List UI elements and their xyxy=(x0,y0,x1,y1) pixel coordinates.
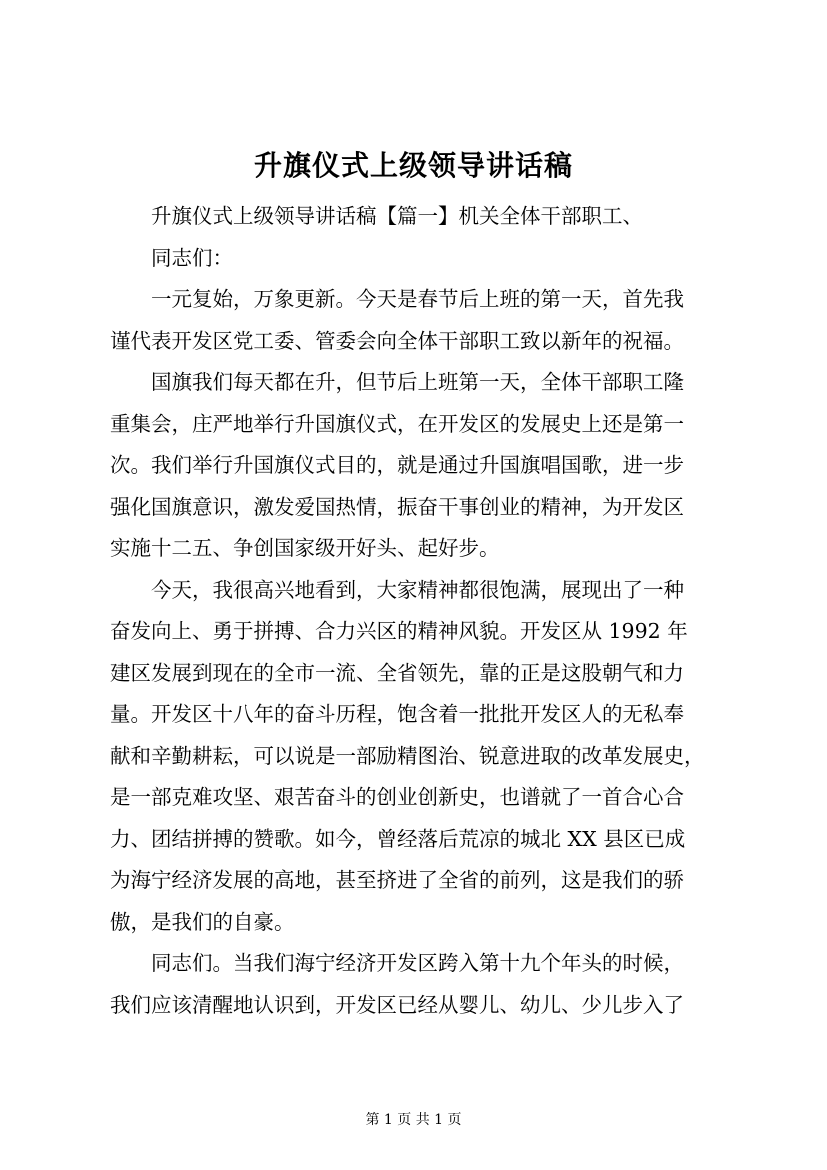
body-line: 量。开发区十八年的奋斗历程，饱含着一批批开发区人的无私奉 xyxy=(110,702,684,726)
body-line: 为海宁经济发展的高地，甚至挤进了全省的前列，这是我们的骄 xyxy=(110,868,684,892)
body-line: 我们应该清醒地认识到，开发区已经从婴儿、幼儿、少儿步入了 xyxy=(110,992,684,1017)
body-line: 强化国旗意识，激发爱国热情，振奋干事创业的精神，为开发区 xyxy=(110,494,684,519)
body-line: 实施十二五、争创国家级开好头、起好步。 xyxy=(110,536,500,560)
body-line: 次。我们举行升国旗仪式目的，就是通过升国旗唱国歌，进一步 xyxy=(110,453,684,477)
body-line: 力、团结拼搏的赞歌。如今，曾经落后荒凉的城北 XX 县区已成 xyxy=(110,826,686,851)
body-line: 建区发展到现在的全市一流、全省领先，靠的正是这股朝气和力 xyxy=(110,660,684,685)
body-line: 奋发向上、勇于拼搏、合力兴区的精神风貌。开发区从 1992 年 xyxy=(110,619,688,643)
body-line: 一元复始，万象更新。今天是春节后上班的第一天，首先我 xyxy=(151,287,684,311)
body-line: 同志们： xyxy=(151,245,233,270)
body-line: 傲，是我们的自豪。 xyxy=(110,909,295,934)
document-title: 升旗仪式上级领导讲话稿 xyxy=(253,149,573,182)
body-line: 献和辛勤耕耘，可以说是一部励精图治、锐意进取的改革发展史， xyxy=(110,743,705,768)
body-line: 今天，我很高兴地看到，大家精神都很饱满，展现出了一种 xyxy=(151,577,684,602)
body-line: 国旗我们每天都在升，但节后上班第一天，全体干部职工隆 xyxy=(151,370,684,394)
body-line: 同志们。当我们海宁经济开发区跨入第十九个年头的时候， xyxy=(151,951,684,975)
body-line: 重集会，庄严地举行升国旗仪式，在开发区的发展史上还是第一 xyxy=(110,411,684,436)
body-line: 是一部克难攻坚、艰苦奋斗的创业创新史，也谱就了一首合心合 xyxy=(110,785,684,809)
document-body xyxy=(110,196,735,1026)
body-line: 升旗仪式上级领导讲话稿【篇一】机关全体干部职工、 xyxy=(151,204,643,228)
page-footer: 第 1 页 共 1 页 xyxy=(365,1112,462,1128)
body-line: 谨代表开发区党工委、管委会向全体干部职工致以新年的祝福。 xyxy=(110,328,684,353)
